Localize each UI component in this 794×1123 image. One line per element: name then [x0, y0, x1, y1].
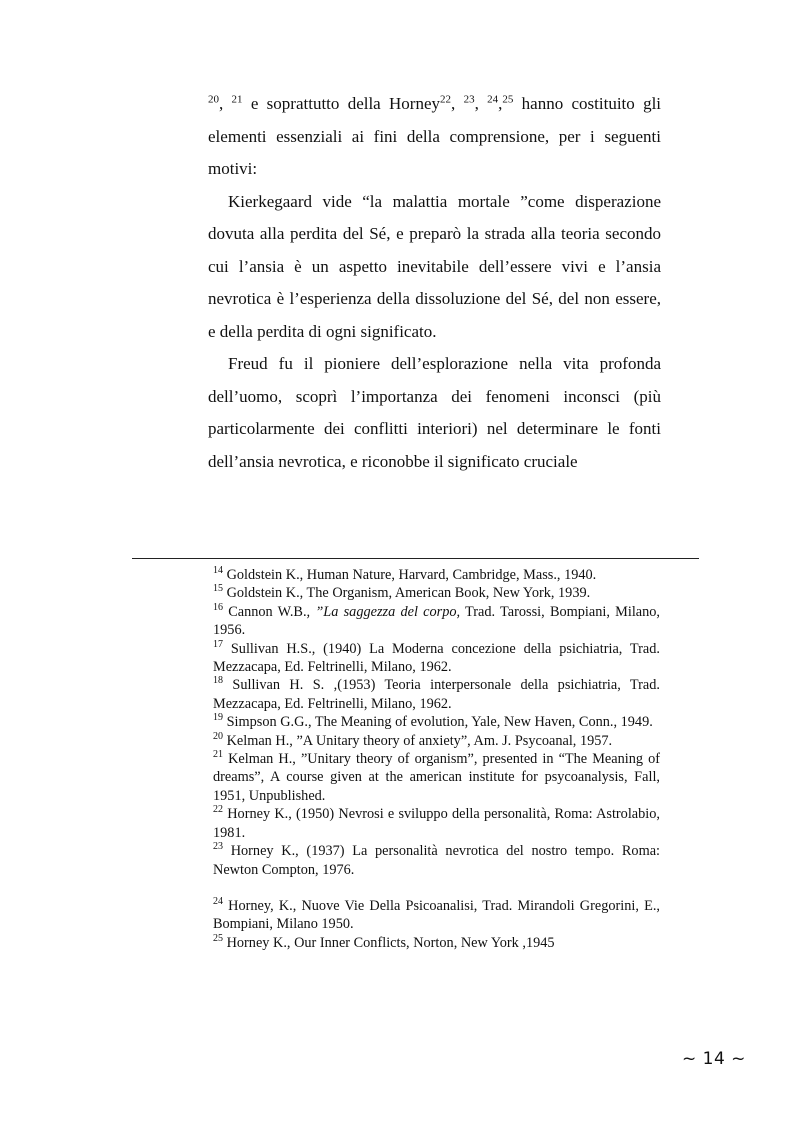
footnote-ref: 24	[487, 93, 499, 106]
footnote-text: Goldstein K., Human Nature, Harvard, Cambridge, Mass., 1940.	[226, 567, 597, 583]
footnote-text: Horney K., Our Inner Conflicts, Norton, New York ,1945	[226, 934, 555, 951]
footnote-ref: 23	[463, 93, 475, 106]
footnote-number: 21	[213, 749, 223, 761]
footnote-24	[213, 897, 660, 934]
paragraph-3: Freud fu il pioniere dell’esplorazione nella vita profonda dell’uomo, scoprì l’importanza dei fenomeni inconsci (più particolarmente dei conflitti interiori) nel determinare le fonti dell’ansia nevrotica, e riconobbe il significato cruciale	[208, 354, 661, 471]
footnote-separator	[132, 558, 699, 559]
footnote-author: Cannon W.B.	[228, 603, 307, 620]
footnote-22	[213, 805, 660, 842]
footnote-number: 18	[213, 675, 223, 687]
footnote-23	[213, 842, 660, 879]
footnote-number: 16	[213, 602, 223, 614]
footnote-19	[213, 713, 660, 731]
footnote-text: Sullivan H. S. ,(1953) Teoria interpersonale della psichiatria, Trad. Mezzacapa, Ed. Feltrinelli, Milano, 1962.	[213, 677, 660, 712]
footnote-16	[213, 603, 660, 640]
footnote-number: 24	[213, 896, 223, 908]
main-text	[208, 88, 661, 478]
footnote-text: Horney K., (1937) La personalità nevrotica del nostro tempo. Roma: Newton Compton, 1976.	[213, 843, 661, 878]
footnote-number: 14	[213, 565, 223, 577]
footnote-number: 23	[213, 841, 223, 853]
footnote-25	[213, 934, 660, 952]
footnote-number: 17	[213, 638, 223, 650]
paragraph-1-text-b: hanno costituito gli elementi essenziali ai fini della comprensione, per i seguenti motivi:	[208, 94, 662, 178]
footnote-text: Goldstein K., The Organism, American Book, New York, 1939.	[226, 585, 591, 602]
footnote-text: Horney K., (1950) Nevrosi e sviluppo della personalità, Roma: Astrolabio, 1981.	[213, 806, 660, 841]
footnote-ref: 25	[502, 93, 514, 106]
footnote-text: Sullivan H.S., (1940) La Moderna concezione della psichiatria, Trad. Mezzacapa, Ed. Feltrinelli, Milano, 1962.	[213, 640, 660, 676]
paragraph-1: $^{20}$, $^{21}$ e soprattutto della Horney$^{22}$, $^{23}$, $^{24}$,$^{25}$ hanno costituito gli elementi essenziali ai fini della comprensione, per i seguenti motivi:	[208, 93, 662, 178]
footnote-number: 15	[213, 583, 223, 595]
footnote-text: Horney, K., Nuove Vie Della Psicoanalisi, Trad. Mirandoli Gregorini, E., Bompiani, Milano 1950.	[213, 897, 660, 933]
footnote-18	[213, 676, 660, 713]
footnote-text: Simpson G.G., The Meaning of evolution, Yale, New Haven, Conn., 1949.	[226, 714, 653, 731]
footnote-number: 25	[213, 932, 223, 944]
footnote-title-italic: , ”La saggezza del corpo,	[306, 603, 461, 620]
footnote-ref: 21	[231, 93, 243, 106]
footnote-number: 20	[213, 730, 223, 742]
paragraph-2: Kierkegaard vide “la malattia mortale ”come disperazione dovuta alla perdita del Sé, e preparò la strada alla teoria secondo cui l’ansia è un aspetto inevitabile dell’essere vivi e l’ansia nevrotica è l’esperienza della dissoluzione del Sé, del non essere, e della perdita di ogni significato.	[208, 191, 661, 341]
paragraph-1-text-a: e soprattutto della Horney	[242, 94, 441, 113]
footnote-14	[213, 566, 660, 584]
page-number: ~ 14 ~	[682, 1049, 746, 1069]
footnote-20	[213, 732, 660, 750]
footnote-text: Trad. Tarossi, Bompiani, Milano, 1956.	[213, 603, 661, 639]
footnote-text: Kelman H., ”A Unitary theory of anxiety”, Am. J. Psycoanal, 1957.	[226, 732, 613, 749]
footnote-ref: 20	[208, 93, 219, 106]
footnote-17	[213, 640, 660, 677]
footnote-15	[213, 584, 660, 602]
footnote-text: Kelman H., ”Unitary theory of organism”, presented in “The Meaning of dreams”, A course given at the american institute for psycoanalysis, Fall, 1951, Unpublished.	[213, 751, 661, 804]
footnote-ref: 22	[440, 93, 452, 106]
footnote-number: 22	[213, 804, 223, 816]
footnote-number: 19	[213, 712, 223, 724]
footnote-21	[213, 750, 660, 805]
footnotes	[213, 566, 660, 952]
